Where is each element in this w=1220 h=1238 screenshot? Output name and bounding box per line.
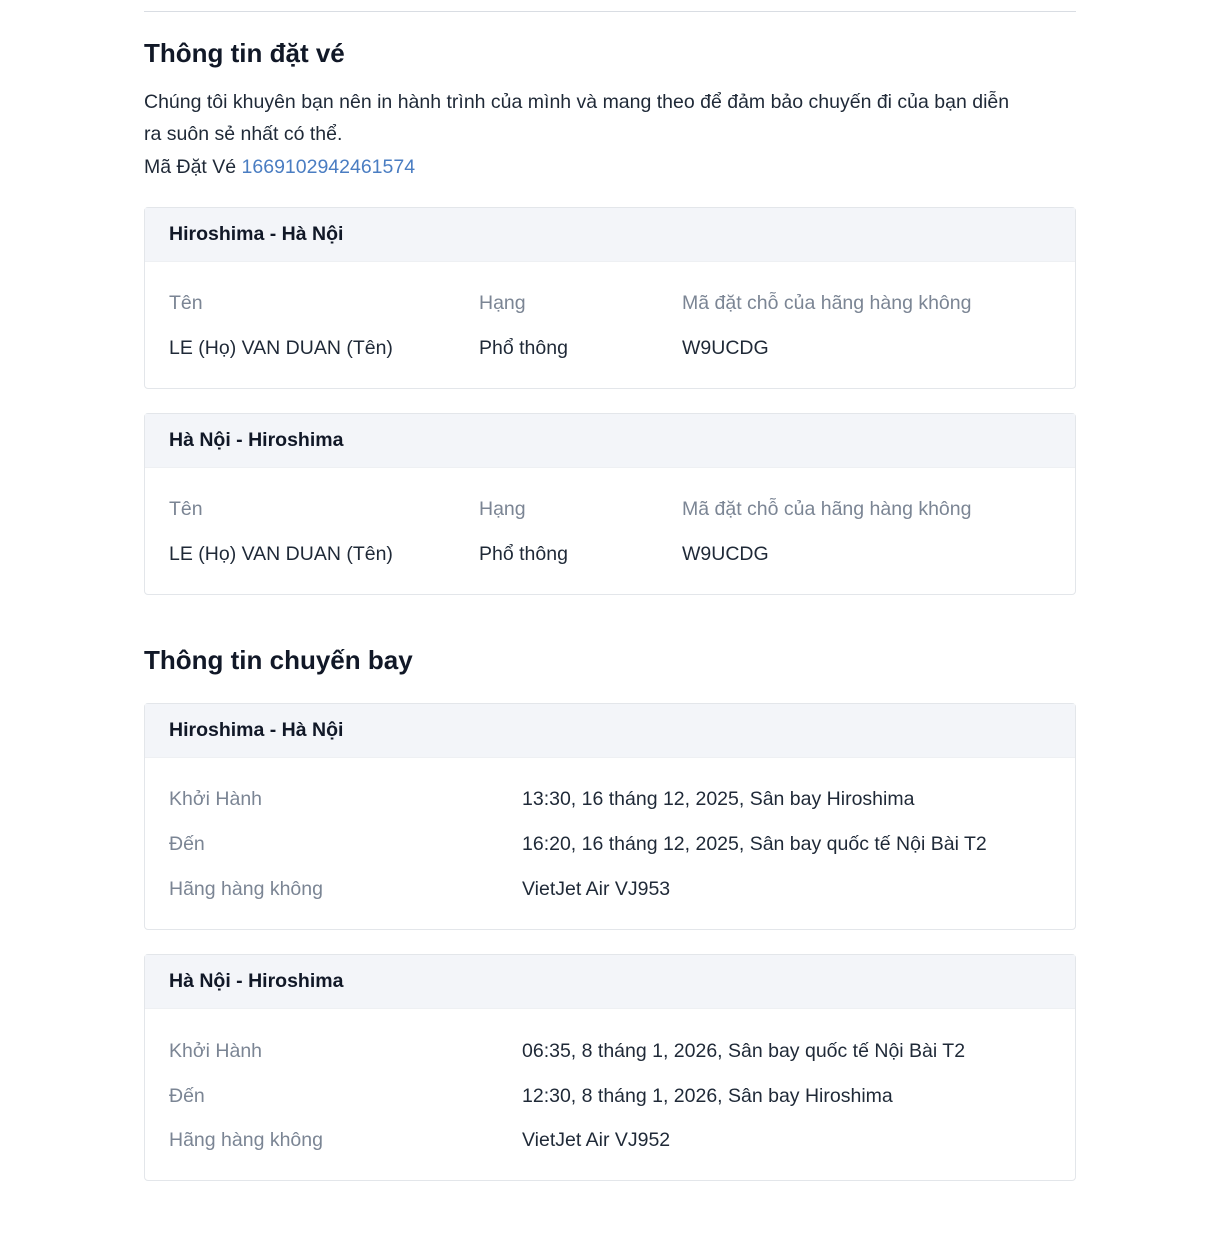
- passenger-name-label: Tên: [169, 498, 203, 520]
- booking-code-label: Mã Đặt Vé: [144, 156, 237, 178]
- booking-segment-card: [144, 413, 1076, 595]
- booking-intro: [144, 86, 1076, 150]
- flight-segment-card: [144, 703, 1076, 930]
- arrival-label: Đến: [169, 833, 205, 855]
- departure-label: Khởi Hành: [169, 788, 263, 810]
- flight-segment-route: Hà Nội - Hiroshima: [145, 955, 1075, 1009]
- departure-label: Khởi Hành: [169, 1040, 263, 1062]
- airline-label: Hãng hàng không: [169, 1129, 323, 1151]
- arrival-label: Đến: [169, 1085, 205, 1107]
- airline-pnr-label: Mã đặt chỗ của hãng hàng không: [682, 498, 972, 520]
- passenger-name-value: LE (Họ) VAN DUAN (Tên): [169, 543, 393, 565]
- airline-pnr-value: W9UCDG: [682, 543, 769, 565]
- passenger-name-label: Tên: [169, 292, 203, 314]
- booking-code-value[interactable]: 1669102942461574: [241, 156, 416, 178]
- booking-segment-card: [144, 207, 1076, 389]
- passenger-name-value: LE (Họ) VAN DUAN (Tên): [169, 337, 393, 359]
- airline-pnr-value: W9UCDG: [682, 337, 769, 359]
- flight-segment-card: [144, 954, 1076, 1181]
- booking-segment-route: Hiroshima - Hà Nội: [145, 208, 1075, 262]
- cabin-class-value: Phổ thông: [479, 337, 568, 359]
- airline-value: VietJet Air VJ953: [522, 878, 671, 900]
- flight-segment-route: Hiroshima - Hà Nội: [145, 704, 1075, 758]
- cabin-class-label: Hạng: [479, 292, 526, 314]
- booking-code: [144, 151, 415, 183]
- airline-value: VietJet Air VJ952: [522, 1129, 671, 1151]
- booking-intro-line2: ra suôn sẻ nhất có thể.: [144, 123, 343, 145]
- arrival-value: 12:30, 8 tháng 1, 2026, Sân bay Hiroshima: [522, 1085, 893, 1107]
- arrival-value: 16:20, 16 tháng 12, 2025, Sân bay quốc tế Nội Bài T2: [522, 833, 987, 855]
- booking-intro-line1: Chúng tôi khuyên bạn nên in hành trình của mình và mang theo để đảm bảo chuyến đi của bạn diễn: [144, 91, 1010, 113]
- departure-value: 13:30, 16 tháng 12, 2025, Sân bay Hiroshima: [522, 788, 915, 810]
- flight-info-title: Thông tin chuyến bay: [144, 645, 413, 675]
- cabin-class-value: Phổ thông: [479, 543, 568, 565]
- booking-segment-route: Hà Nội - Hiroshima: [145, 414, 1075, 468]
- airline-pnr-label: Mã đặt chỗ của hãng hàng không: [682, 292, 972, 314]
- top-divider: [144, 11, 1076, 12]
- departure-value: 06:35, 8 tháng 1, 2026, Sân bay quốc tế Nội Bài T2: [522, 1040, 966, 1062]
- cabin-class-label: Hạng: [479, 498, 526, 520]
- airline-label: Hãng hàng không: [169, 878, 323, 900]
- booking-info-title: Thông tin đặt vé: [144, 38, 345, 68]
